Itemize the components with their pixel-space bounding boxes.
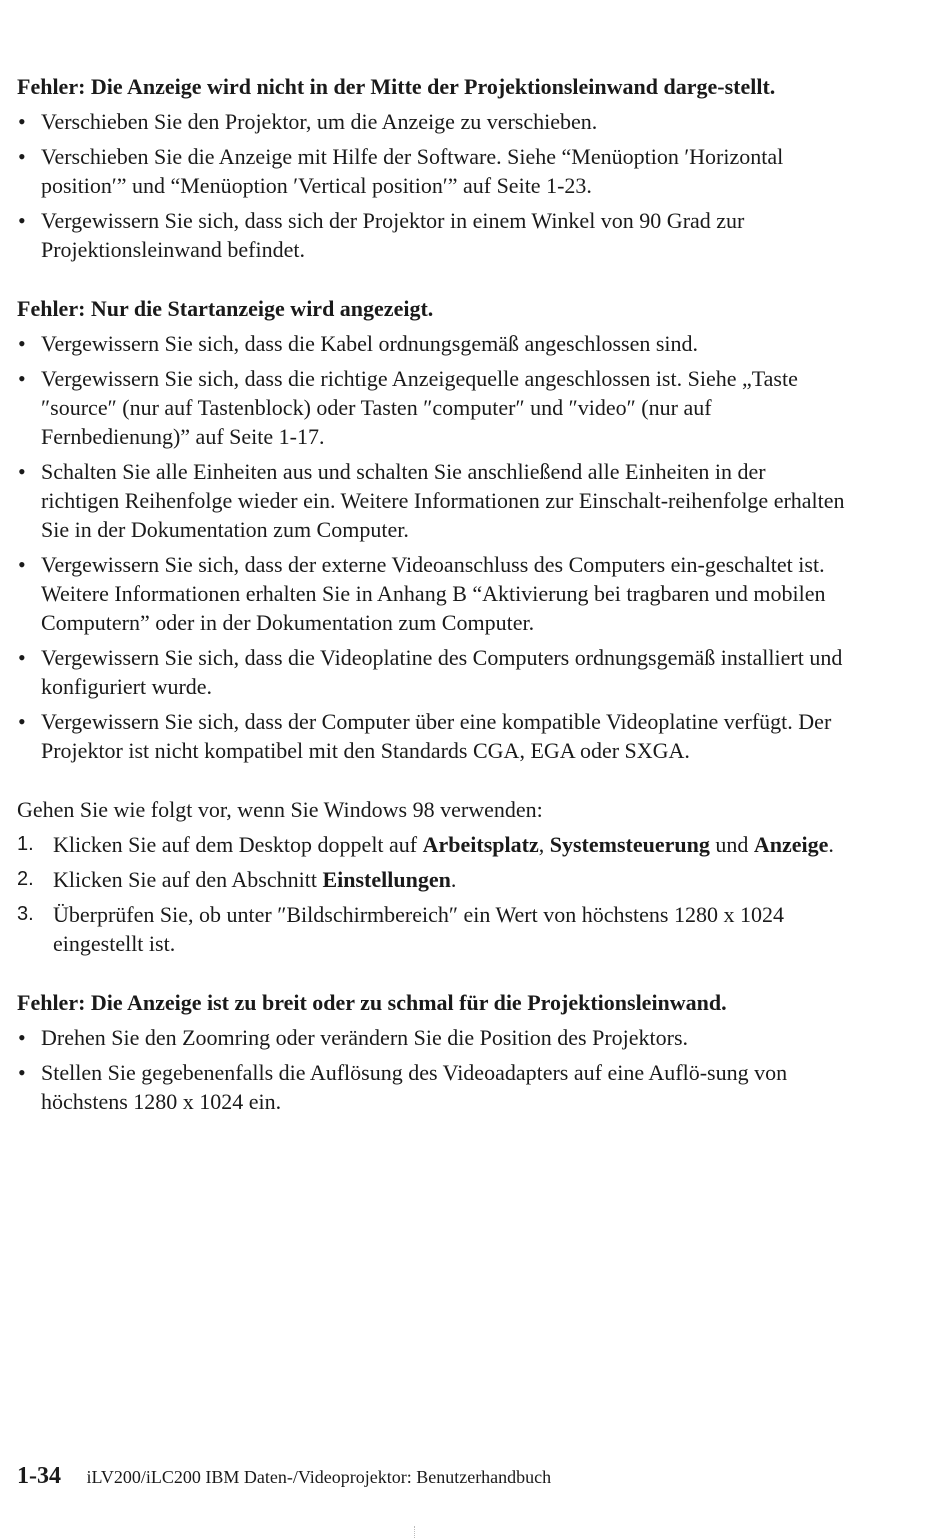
windows-intro: Gehen Sie wie folgt vor, wenn Sie Windows 98 verwenden: xyxy=(17,797,543,822)
list-item: • Vergewissern Sie sich, dass die Videoplatine des Computers ordnungsgemäß installiert und konfiguriert wurde. xyxy=(17,643,847,701)
step-text: Klicken Sie auf den Abschnitt xyxy=(53,867,323,892)
list-item: • Stellen Sie gegebenenfalls die Auflösung des Videoadapters auf eine Auflö-sung von höchstens 1280 x 1024 ein. xyxy=(17,1058,847,1116)
steps-list xyxy=(17,830,847,958)
step-text: , xyxy=(538,832,550,857)
list-item: • Schalten Sie alle Einheiten aus und schalten Sie anschließend alle Einheiten in der richtigen Reihenfolge wieder ein. Weitere Informationen zur Einschalt-reihenfolge erhalten Sie in der Dokumentation zum Computer. xyxy=(17,457,847,544)
step-number: 2. xyxy=(17,868,34,890)
page-number: 1-34 xyxy=(17,1463,61,1489)
step-bold-term: Einstellungen xyxy=(322,867,451,892)
step-bold-term: Systemsteuerung xyxy=(549,832,710,857)
bullet-list xyxy=(17,107,847,264)
section-heading: Fehler: Die Anzeige ist zu breit oder zu schmal für die Projektionsleinwand. xyxy=(17,990,727,1015)
list-item: • Vergewissern Sie sich, dass der Computer über eine kompatible Videoplatine verfügt. Der Projektor ist nicht kompatibel mit den Standards CGA, EGA oder SXGA. xyxy=(17,707,847,765)
step-text: Klicken Sie auf dem Desktop doppelt auf xyxy=(53,832,423,857)
step-number: 1. xyxy=(17,833,34,855)
page-footer xyxy=(17,1461,551,1492)
step-item xyxy=(17,865,847,894)
step-text: . xyxy=(828,832,834,857)
list-item: • Verschieben Sie den Projektor, um die Anzeige zu verschieben. xyxy=(17,107,847,136)
footer-title: iLV200/iLC200 IBM Daten-/Videoprojektor: Benutzerhandbuch xyxy=(86,1467,552,1487)
section-width xyxy=(17,988,847,1116)
list-item: • Vergewissern Sie sich, dass der externe Videoanschluss des Computers ein-geschaltet ist. Weitere Informationen erhalten Sie in Anhang B “Aktivierung bei tragbaren und mobilen Computern” oder in der Dokumentation zum Computer. xyxy=(17,550,847,637)
list-item: • Vergewissern Sie sich, dass die Kabel ordnungsgemäß angeschlossen sind. xyxy=(17,329,847,358)
step-text: Überprüfen Sie, ob unter ″Bildschirmbereich″ ein Wert von höchstens 1280 x 1024 eingestellt ist. xyxy=(53,902,784,956)
list-item: • Vergewissern Sie sich, dass sich der Projektor in einem Winkel von 90 Grad zur Projektionsleinwand befindet. xyxy=(17,206,847,264)
page-content xyxy=(17,72,847,1146)
step-item xyxy=(17,900,847,958)
list-item: • Vergewissern Sie sich, dass die richtige Anzeigequelle angeschlossen ist. Siehe „Taste ″source″ (nur auf Tastenblock) oder Tasten ″computer″ und ″video″ (nur auf Fernbedienung)” auf Seite 1-17. xyxy=(17,364,847,451)
section-heading: Fehler: Die Anzeige wird nicht in der Mitte der Projektionsleinwand darge-stellt. xyxy=(17,74,776,99)
step-item xyxy=(17,830,847,859)
step-text: . xyxy=(450,867,457,892)
step-bold-term: Arbeitsplatz xyxy=(422,832,539,857)
bullet-list xyxy=(17,329,847,765)
section-heading: Fehler: Nur die Startanzeige wird angezeigt. xyxy=(17,296,434,321)
section-start-screen-only xyxy=(17,294,847,765)
list-item: • Verschieben Sie die Anzeige mit Hilfe der Software. Siehe “Menüoption ′Horizontal position′” und “Menüoption ′Vertical position′” auf Seite 1-23. xyxy=(17,142,847,200)
section-not-centered xyxy=(17,72,847,264)
list-item: • Drehen Sie den Zoomring oder verändern Sie die Position des Projektors. xyxy=(17,1023,847,1052)
step-text: und xyxy=(709,832,754,857)
section-windows-98 xyxy=(17,795,847,958)
bullet-list xyxy=(17,1023,847,1116)
step-bold-term: Anzeige xyxy=(753,832,829,857)
scan-edge-mark xyxy=(414,1526,416,1538)
step-number: 3. xyxy=(17,903,34,925)
